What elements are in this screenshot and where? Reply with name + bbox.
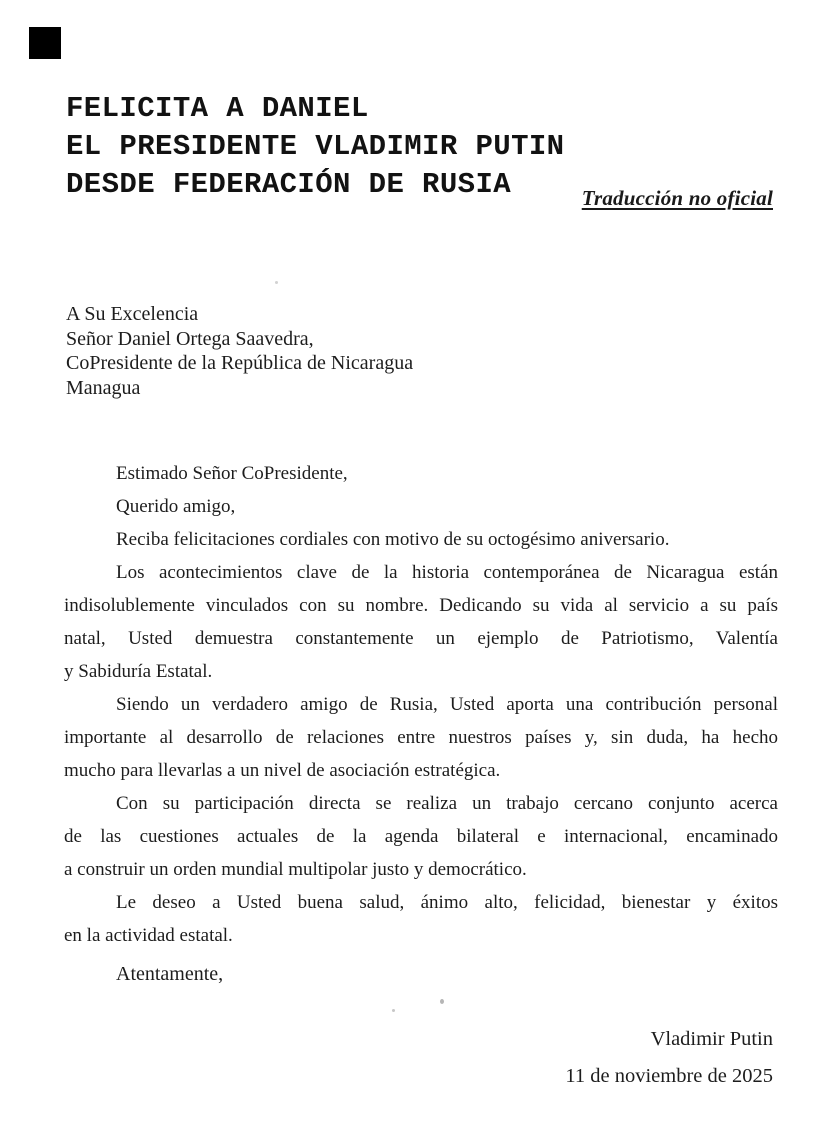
scan-artifact-square (29, 27, 61, 59)
recipient-line-title: CoPresidente de la República de Nicaragua (66, 352, 414, 374)
letter-line: Con su participación directa se realiza un trabajo cercano conjunto acerca (116, 793, 778, 814)
signature-block (565, 1021, 773, 1095)
translation-note: Traducción no oficial (581, 186, 773, 210)
letter-line: de las cuestiones actuales de la agenda bilateral e internacional, encaminado (64, 826, 778, 847)
recipient-line-excellency: A Su Excelencia (66, 303, 199, 325)
letter-line: Querido amigo, (116, 496, 236, 517)
letter-line: a construir un orden mundial multipolar justo y democrático. (64, 859, 527, 880)
signature-date: 11 de noviembre de 2025 (565, 1065, 773, 1087)
letter-line: natal, Usted demuestra constantemente un ejemplo de Patriotismo, Valentía (64, 628, 778, 649)
letter-line: y Sabiduría Estatal. (64, 661, 213, 682)
scan-speck (440, 999, 444, 1004)
recipient-line-name: Señor Daniel Ortega Saavedra, (66, 327, 314, 350)
letter-line: Reciba felicitaciones cordiales con motivo de su octogésimo aniversario. (116, 529, 670, 550)
letter-title-line-1: FELICITA A DANIEL (66, 92, 369, 125)
letter-line: Le deseo a Usted buena salud, ánimo alto, felicidad, bienestar y éxitos (116, 892, 778, 913)
letter-body (64, 457, 778, 957)
signature-name: Vladimir Putin (650, 1028, 773, 1050)
letter-line: Estimado Señor CoPresidente, (116, 463, 348, 484)
letter-line: mucho para llevarlas a un nivel de asociación estratégica. (64, 760, 501, 781)
scan-speck (392, 1009, 395, 1012)
letter-title-line-2: EL PRESIDENTE VLADIMIR PUTIN (66, 130, 565, 163)
valediction: Atentamente, (116, 963, 224, 985)
letter-line: importante al desarrollo de relaciones entre nuestros países y, sin duda, ha hecho (64, 727, 778, 748)
letter-title (66, 90, 564, 204)
recipient-line-city: Managua (66, 376, 141, 399)
letter-line: indisolublemente vinculados con su nombre. Dedicando su vida al servicio a su país (64, 595, 778, 616)
letter-line: Los acontecimientos clave de la historia contemporánea de Nicaragua están (116, 562, 778, 583)
letter-line: Siendo un verdadero amigo de Rusia, Usted aporta una contribución personal (116, 694, 778, 715)
letter-line: en la actividad estatal. (64, 925, 233, 946)
recipient-address (66, 302, 413, 400)
letter-title-line-3: DESDE FEDERACIÓN DE RUSIA (66, 168, 512, 201)
scan-speck (275, 281, 278, 284)
